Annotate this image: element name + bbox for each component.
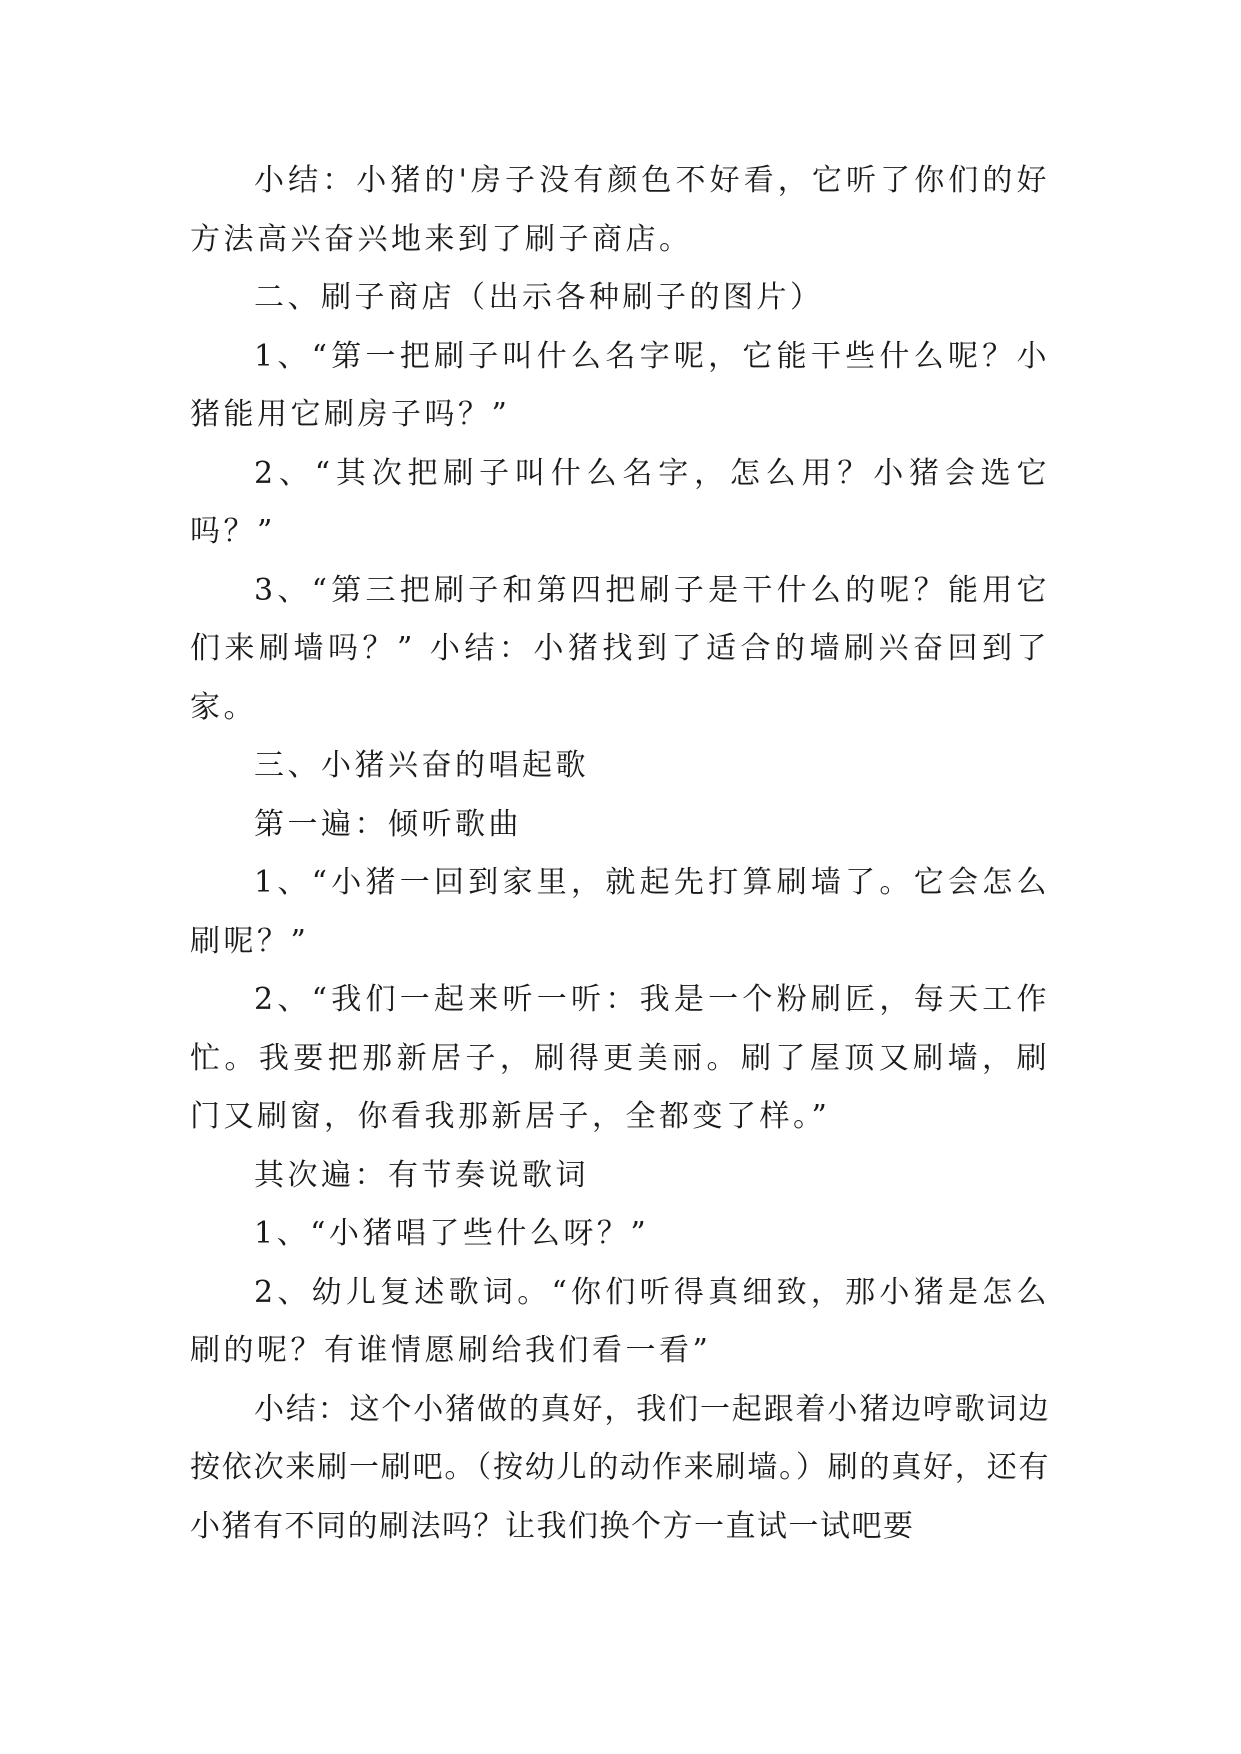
section-heading-brush-shop: 二、刷子商店（出示各种刷子的图片）	[254, 280, 824, 315]
paragraph-summary-1: 小结：小猪的'房子没有颜色不好看，它听了你们的好方法高兴奋兴地来到了刷子商店。	[190, 163, 1050, 257]
paragraph-brush-3-4: 3、“第三把刷子和第四把刷子是干什么的呢？能用它们来刷墙吗？” 小结：小猪找到了适合的墙刷兴奋回到了家。	[190, 572, 1050, 725]
paragraph-first-1: 1、“小猪一回到家里，就起先打算刷墙了。它会怎么刷呢？”	[190, 865, 1050, 959]
paragraph-second-2: 2、幼儿复述歌词。“你们听得真细致，那小猪是怎么刷的呢？有谁情愿刷给我们看一看”	[190, 1274, 1050, 1368]
paragraph-summary-2: 小结：这个小猪做的真好，我们一起跟着小猪边哼歌词边按依次来刷一刷吧。（按幼儿的动作来刷墙。）刷的真好，还有小猪有不同的刷法吗？让我们换个方一直试一试吧要	[190, 1391, 1050, 1544]
document-body	[190, 152, 1050, 1556]
subheading-second-time: 其次遍：有节奏说歌词	[254, 1157, 589, 1193]
paragraph-brush-2: 2、“其次把刷子叫什么名字，怎么用？小猪会选它吗？”	[190, 455, 1050, 549]
paragraph-brush-1: 1、“第一把刷子叫什么名字呢，它能干些什么呢？小猪能用它刷房子吗？”	[190, 338, 1050, 432]
subheading-first-time: 第一遍：倾听歌曲	[254, 806, 522, 842]
section-heading-pig-sings: 三、小猪兴奋的唱起歌	[254, 748, 589, 783]
paragraph-song-lyrics: 2、“我们一起来听一听：我是一个粉刷匠，每天工作忙。我要把那新居子，刷得更美丽。刷了屋顶又刷墙，刷门又刷窗，你看我那新居子，全都变了样。”	[190, 982, 1050, 1134]
paragraph-second-1: 1、“小猪唱了些什么呀？”	[254, 1216, 650, 1251]
